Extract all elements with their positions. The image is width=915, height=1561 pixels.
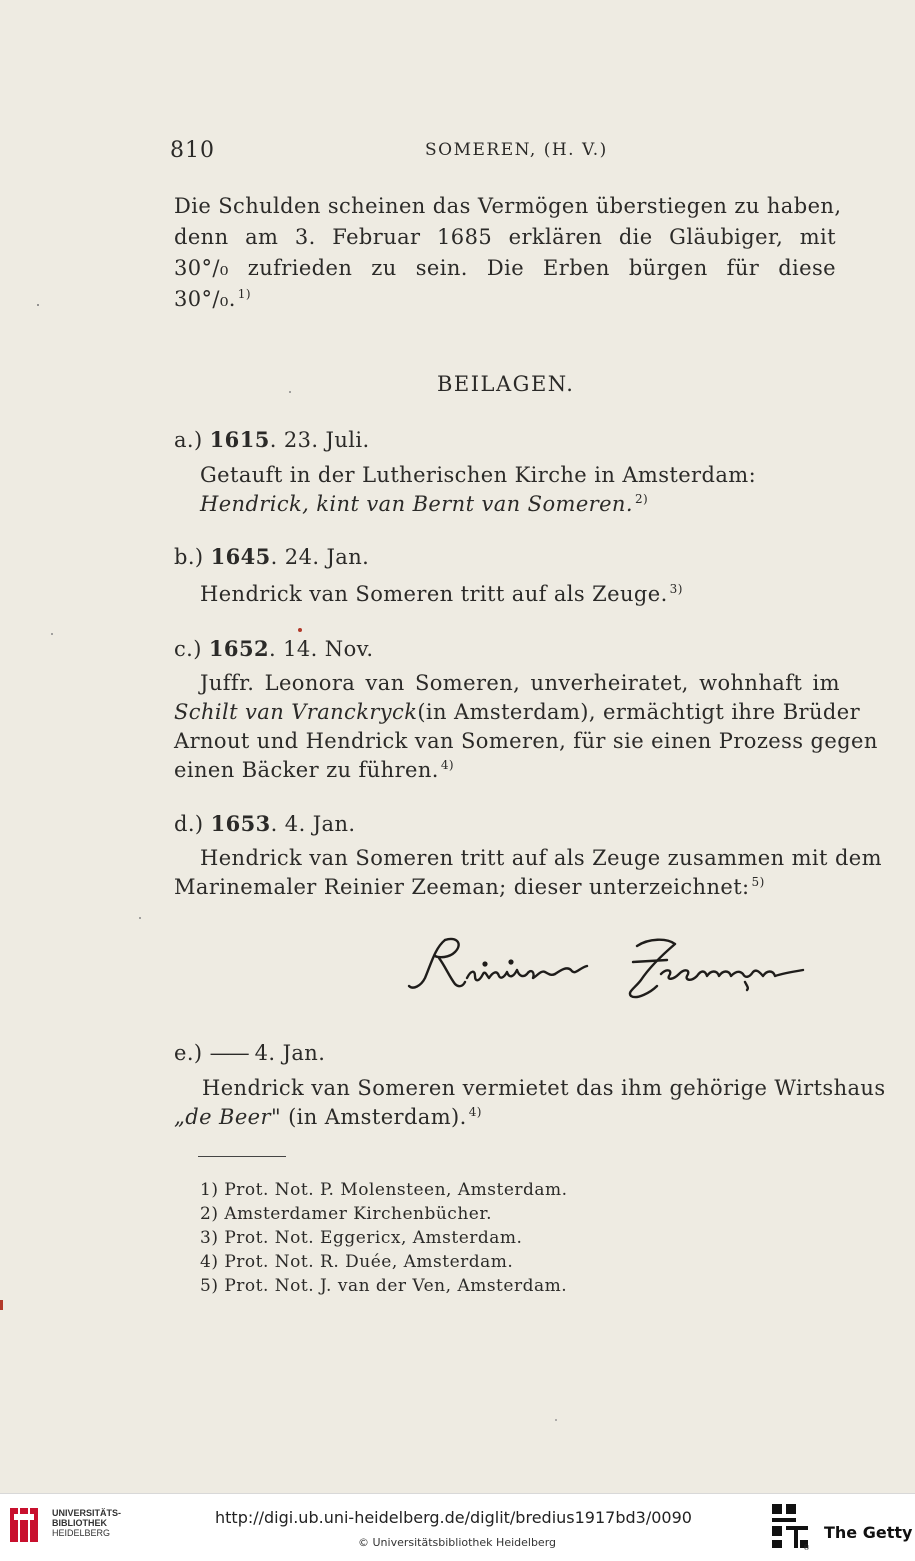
permalink-url[interactable]: http://digi.ub.uni-heidelberg.de/diglit/bredius1917bd3/0090	[215, 1508, 692, 1527]
entry-c-line-1: Juffr. Leonora van Someren, unverheiratet, wohnhaft im	[200, 671, 840, 695]
intro-line-3: 30°/₀ zufrieden zu sein. Die Erben bürgen für diese	[174, 256, 836, 280]
intro-last-text: 30°/₀.	[174, 287, 236, 311]
entry-d-line-1: Hendrick van Someren tritt auf als Zeuge zusammen mit dem	[200, 846, 882, 870]
entry-c-line-2-rest: (in Amsterdam), ermächtigt ihre Brüder	[417, 700, 861, 724]
entry-a-line-1: Getauft in der Lutherischen Kirche in Amsterdam:	[200, 463, 757, 487]
footnote-1: 1) Prot. Not. P. Molensteen, Amsterdam.	[200, 1180, 568, 1200]
entry-e-line-1: Hendrick van Someren vermietet das ihm gehörige Wirtshaus	[202, 1076, 886, 1100]
entry-d-date: . 4. Jan.	[270, 812, 356, 836]
entry-c-line-3: Arnout und Hendrick van Someren, für sie einen Prozess gegen	[174, 729, 878, 753]
intro-line-2: denn am 3. Februar 1685 erklären die Gläubiger, mit	[174, 225, 836, 249]
entry-c-date: . 14. Nov.	[268, 637, 374, 661]
entry-c-prefix: c.)	[174, 637, 202, 661]
getty-logo-icon	[770, 1502, 810, 1550]
footnote-ref-1: 1)	[237, 287, 251, 301]
entry-d-year: 1653	[210, 811, 271, 836]
page-number: 810	[170, 138, 215, 163]
entry-c-place: Schilt van Vranckryck	[174, 700, 418, 724]
library-name	[52, 1508, 121, 1538]
entry-a-date: . 23. Juli.	[269, 428, 370, 452]
intro-line-1: Die Schulden scheinen das Vermögen überstiegen zu haben,	[174, 194, 842, 218]
entry-e-inn-name: „de Beer"	[174, 1105, 282, 1129]
viewer-footer	[0, 1493, 915, 1561]
footnote-ref-3: 3)	[669, 582, 683, 596]
university-library-logo-icon	[8, 1504, 44, 1546]
entry-a-prefix: a.)	[174, 428, 203, 452]
section-title: BEILAGEN.	[437, 372, 575, 396]
copyright-notice: © Universitätsbibliothek Heidelberg	[358, 1536, 557, 1549]
footnote-5: 5) Prot. Not. J. van der Ven, Amsterdam.	[200, 1276, 568, 1296]
entry-a-year: 1615	[209, 427, 270, 452]
entry-e-prefix: e.)	[174, 1041, 203, 1065]
entry-c-year: 1652	[208, 636, 269, 661]
footnote-4: 4) Prot. Not. R. Duée, Amsterdam.	[200, 1252, 514, 1272]
footnote-2: 2) Amsterdamer Kirchenbücher.	[200, 1204, 492, 1224]
entry-e-line-2-rest: (in Amsterdam).	[288, 1105, 467, 1129]
entry-a-quote: Hendrick, kint van Bernt van Someren.	[200, 492, 633, 516]
footnote-3: 3) Prot. Not. Eggericx, Amsterdam.	[200, 1228, 523, 1248]
footnote-ref-2: 2)	[634, 492, 649, 506]
library-name-line-2: BIBLIOTHEK	[52, 1518, 107, 1528]
registered-mark: ®	[803, 1544, 810, 1552]
entry-d-prefix: d.)	[174, 812, 204, 836]
entry-b-year: 1645	[210, 544, 271, 569]
entry-b-prefix: b.)	[174, 545, 204, 569]
running-title: SOMEREN, (H. V.)	[425, 140, 608, 160]
getty-label: The Getty	[824, 1523, 913, 1542]
entry-e-date: 4. Jan.	[254, 1041, 326, 1065]
footnote-ref-4: 4)	[440, 758, 454, 772]
entry-e-dash: ——	[209, 1041, 248, 1065]
library-name-line-1: UNIVERSITÄTS-	[52, 1508, 122, 1518]
entry-d-line-2-text: Marinemaler Reinier Zeeman; dieser unterzeichnet:	[174, 875, 750, 899]
footnote-ref-5: 5)	[751, 875, 765, 889]
entry-b-date: . 24. Jan.	[270, 545, 370, 569]
entry-c-line-4-text: einen Bäcker zu führen.	[174, 758, 439, 782]
library-name-line-3: HEIDELBERG	[52, 1528, 111, 1538]
footnote-ref-4b: 4)	[468, 1105, 482, 1119]
entry-b-text: Hendrick van Someren tritt auf als Zeuge.	[200, 582, 668, 606]
